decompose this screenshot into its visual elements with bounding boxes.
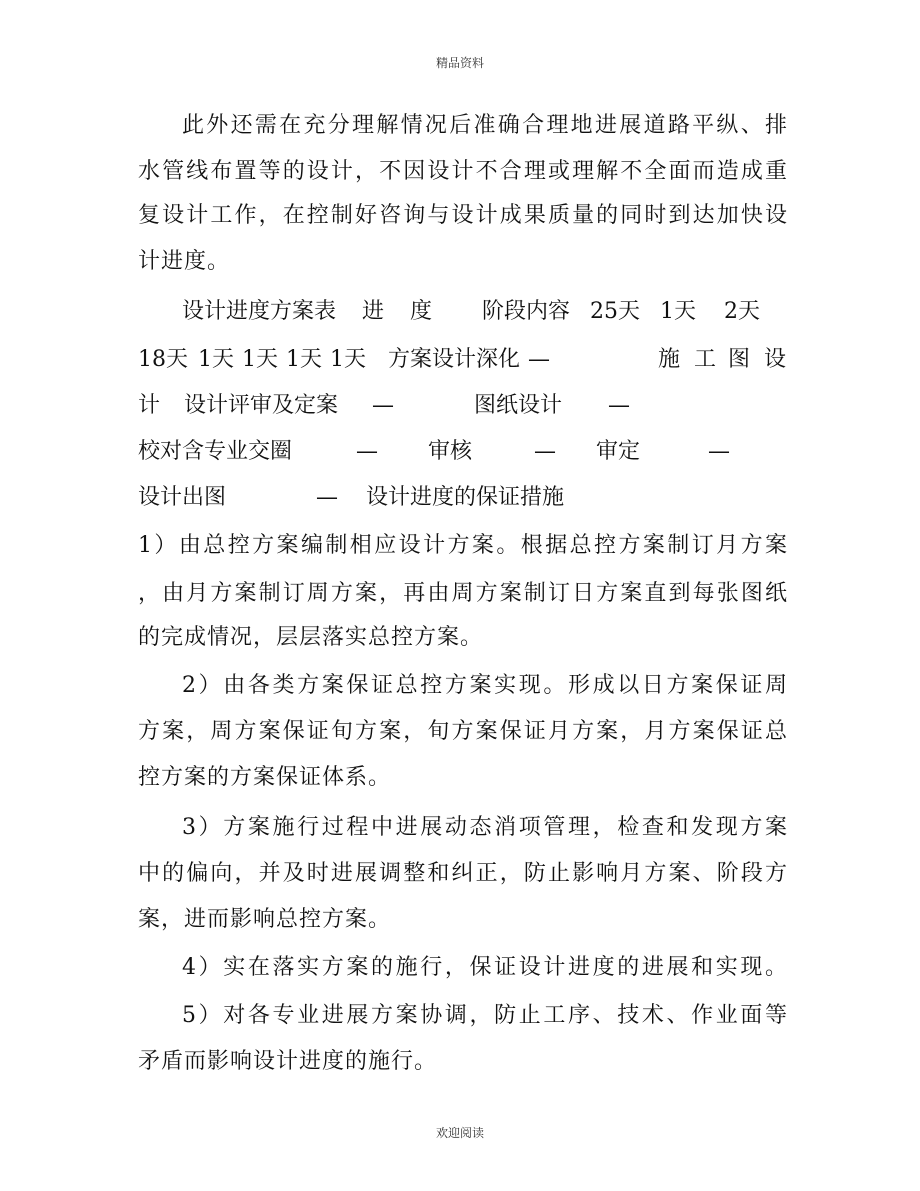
item-1-line-1: 1）由总控方案编制相应设计方案。根据总控方案制订月方案 bbox=[138, 533, 788, 558]
item-3-line-2: 中的偏向，并及时进展调整和纠正，防止影响月方案、阶段方 bbox=[138, 861, 788, 886]
schedule-cell: 施 bbox=[658, 347, 681, 372]
paragraph-intro-line-3: 复设计工作，在控制好咨询与设计成果质量的同时到达加快设 bbox=[138, 203, 788, 228]
item-2-line-2: 方案，周方案保证旬方案，旬方案保证月方案，月方案保证总 bbox=[138, 719, 788, 744]
schedule-cell: 1天 bbox=[660, 299, 696, 324]
schedule-cell: 计 bbox=[138, 393, 161, 418]
schedule-cell: 图纸设计 bbox=[474, 393, 563, 418]
schedule-row-2 bbox=[138, 340, 788, 380]
schedule-cell: 阶段内容 bbox=[482, 299, 571, 324]
schedule-row-3 bbox=[138, 386, 788, 426]
item-5-line-2: 矛盾而影响设计进度的施行。 bbox=[138, 1049, 438, 1074]
schedule-cell: 25天 bbox=[590, 299, 640, 324]
schedule-cell: 工 bbox=[694, 347, 717, 372]
schedule-cell: 度 bbox=[410, 299, 433, 324]
schedule-dash: — bbox=[356, 439, 378, 464]
schedule-cell: 设计评审及定案 bbox=[184, 393, 339, 418]
schedule-cell: 图 bbox=[728, 347, 751, 372]
page-header: 精品资料 bbox=[435, 56, 484, 70]
schedule-cell: 方案设计深化 bbox=[388, 347, 521, 372]
item-5-line-1: 5）对各专业进展方案协调，防止工序、技术、作业面等 bbox=[182, 1003, 788, 1028]
schedule-dash: — bbox=[534, 439, 556, 464]
paragraph-intro-line-1: 此外还需在充分理解情况后准确合理地进展道路平纵、排 bbox=[182, 113, 788, 138]
schedule-cell: 1天 bbox=[286, 347, 322, 372]
schedule-cell: 1天 bbox=[198, 347, 234, 372]
schedule-cell: 审定 bbox=[596, 439, 641, 464]
item-2-line-1: 2）由各类方案保证总控方案实现。形成以日方案保证周 bbox=[182, 673, 788, 698]
item-3-line-1: 3）方案施行过程中进展动态消项管理，检查和发现方案 bbox=[182, 815, 788, 840]
section-heading: 设计进度的保证措施 bbox=[366, 485, 565, 510]
schedule-title: 设计进度方案表 bbox=[182, 299, 337, 324]
item-3-line-3: 案，进而影响总控方案。 bbox=[138, 907, 392, 932]
schedule-cell: 校对含专业交圈 bbox=[138, 439, 293, 464]
item-1-line-2: ，由月方案制订周方案，再由周方案制订日方案直到每张图纸 bbox=[138, 581, 788, 606]
page-footer: 欢迎阅读 bbox=[435, 1126, 484, 1140]
schedule-cell: 1天 bbox=[330, 347, 366, 372]
schedule-cell: 1天 bbox=[242, 347, 278, 372]
schedule-cell: 2天 bbox=[724, 299, 760, 324]
schedule-dash: — bbox=[608, 393, 630, 418]
schedule-cell: 18天 bbox=[138, 347, 188, 372]
schedule-dash: — bbox=[316, 485, 338, 510]
schedule-cell: 设 bbox=[764, 347, 787, 372]
schedule-dash: — bbox=[528, 347, 550, 372]
schedule-dash: — bbox=[372, 393, 394, 418]
item-4-line-1: 4）实在落实方案的施行，保证设计进度的进展和实现。 bbox=[182, 955, 788, 980]
schedule-cell: 审核 bbox=[428, 439, 473, 464]
schedule-row-4 bbox=[138, 432, 788, 472]
schedule-row-1 bbox=[138, 292, 788, 332]
paragraph-intro-line-2: 水管线布置等的设计，不因设计不合理或理解不全面而造成重 bbox=[138, 159, 788, 184]
schedule-dash: — bbox=[708, 439, 730, 464]
schedule-cell: 设计出图 bbox=[138, 485, 227, 510]
item-2-line-3: 控方案的方案保证体系。 bbox=[138, 765, 392, 790]
schedule-cell: 进 bbox=[362, 299, 385, 324]
paragraph-intro-line-4: 计进度。 bbox=[138, 249, 231, 274]
item-1-line-3: 的完成情况，层层落实总控方案。 bbox=[138, 625, 484, 650]
schedule-row-5 bbox=[138, 478, 788, 518]
